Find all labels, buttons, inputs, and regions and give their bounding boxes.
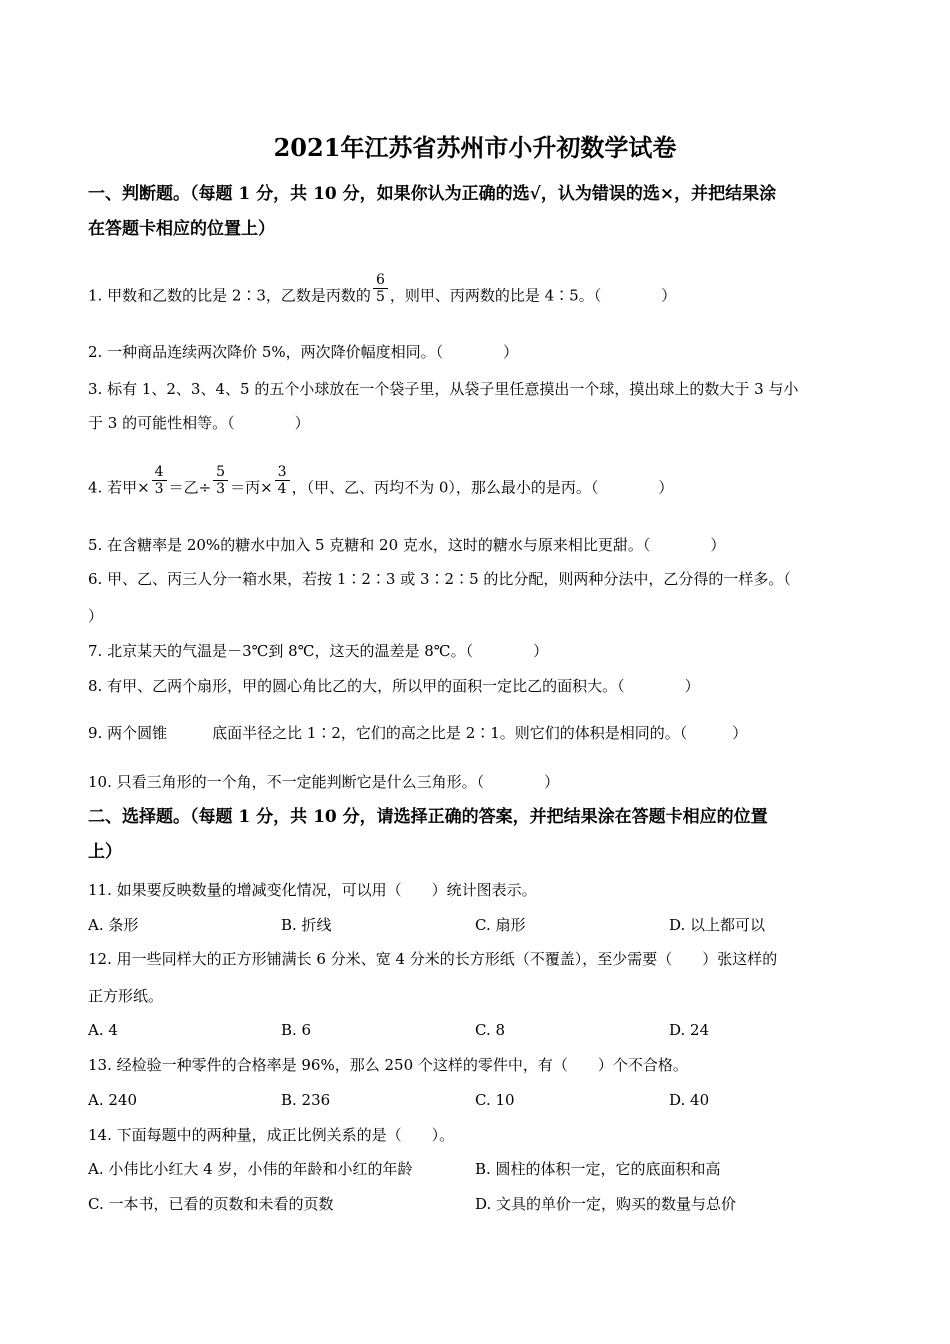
question-3-line2: 于 3 的可能性相等。（ ） xyxy=(88,414,310,432)
question-6-line2: ） xyxy=(88,607,104,625)
option-d[interactable]: D. 以上都可以 xyxy=(669,916,766,934)
question-4-text-c: ＝丙× xyxy=(230,478,273,497)
option-a[interactable]: A. 条形 xyxy=(88,916,139,934)
fraction-numerator: 6 xyxy=(373,272,388,289)
fraction-denominator: 5 xyxy=(375,289,385,305)
question-9: 9. 两个圆锥 底面半径之比 1∶2，它们的高之比是 2∶1。则它们的体积是相同的。（ ） xyxy=(88,724,748,742)
fraction-numerator: 4 xyxy=(152,464,167,481)
section-2-heading-line2: 上） xyxy=(88,842,122,862)
question-10: 10. 只看三角形的一个角，不一定能判断它是什么三角形。（ ） xyxy=(88,773,560,791)
question-2: 2. 一种商品连续两次降价 5%，两次降价幅度相同。（ ） xyxy=(88,343,519,361)
question-5: 5. 在含糖率是 20%的糖水中加入 5 克糖和 20 克水，这时的糖水与原来相比更甜。（ ） xyxy=(88,536,726,554)
option-b[interactable]: B. 圆柱的体积一定，它的底面积和高 xyxy=(475,1160,721,1178)
question-4-text-d: ，（甲、乙、丙均不为 0），那么最小的是丙。（ ） xyxy=(291,478,674,497)
fraction-denominator: 3 xyxy=(216,481,226,497)
question-1-text-a: 1. 甲数和乙数的比是 2∶3，乙数是丙数的 xyxy=(88,286,371,305)
fraction-5-3 xyxy=(213,464,228,497)
option-c[interactable]: C. 8 xyxy=(475,1021,506,1039)
section-1-heading-line1: 一、判断题。（每题 1 分，共 10 分，如果你认为正确的选√，认为错误的选×，并把结果涂 xyxy=(88,184,777,204)
fraction-6-5 xyxy=(373,272,388,305)
question-14: 14. 下面每题中的两种量，成正比例关系的是（ ）。 xyxy=(88,1126,455,1144)
section-2-heading-line1: 二、选择题。（每题 1 分，共 10 分，请选择正确的答案，并把结果涂在答题卡相应的位置 xyxy=(88,807,768,827)
question-12-line2: 正方形纸。 xyxy=(88,987,164,1005)
option-c[interactable]: C. 扇形 xyxy=(475,916,526,934)
option-c[interactable]: C. 一本书，已看的页数和未看的页数 xyxy=(88,1195,334,1213)
fraction-numerator: 5 xyxy=(213,464,228,481)
option-a[interactable]: A. 小伟比小红大 4 岁，小伟的年龄和小红的年龄 xyxy=(88,1160,413,1178)
option-a[interactable]: A. 240 xyxy=(88,1091,137,1109)
section-1-heading-line2: 在答题卡相应的位置上） xyxy=(88,219,275,239)
option-a[interactable]: A. 4 xyxy=(88,1021,118,1039)
option-d[interactable]: D. 40 xyxy=(669,1091,710,1109)
option-d[interactable]: D. 文具的单价一定，购买的数量与总价 xyxy=(475,1195,737,1213)
option-c[interactable]: C. 10 xyxy=(475,1091,515,1109)
question-12-line1: 12. 用一些同样大的正方形铺满长 6 分米、宽 4 分米的长方形纸（不覆盖），至少需要（ ）张这样的 xyxy=(88,950,778,968)
fraction-numerator: 3 xyxy=(275,464,290,481)
section-2-heading xyxy=(88,800,868,870)
question-11: 11. 如果要反映数量的增减变化情况，可以用（ ）统计图表示。 xyxy=(88,881,537,899)
question-6-line1: 6. 甲、乙、丙三人分一箱水果，若按 1∶2∶3 或 3∶2∶5 的比分配，则两种分法中，乙分得的一样多。（ xyxy=(88,570,791,588)
section-1-heading xyxy=(88,177,868,247)
question-7: 7. 北京某天的气温是－3℃到 8℃，这天的温差是 8℃。（ ） xyxy=(88,642,549,660)
fraction-3-4 xyxy=(275,464,290,497)
question-4-text-a: 4. 若甲× xyxy=(88,478,150,497)
fraction-denominator: 4 xyxy=(277,481,287,497)
question-4-text-b: ＝乙÷ xyxy=(168,478,212,497)
option-b[interactable]: B. 6 xyxy=(281,1021,312,1039)
option-d[interactable]: D. 24 xyxy=(669,1021,710,1039)
question-1 xyxy=(88,272,677,313)
question-3-line1: 3. 标有 1、2、3、4、5 的五个小球放在一个袋子里，从袋子里任意摸出一个球，摸出球上的数大于 3 与小 xyxy=(88,380,799,398)
question-4 xyxy=(88,464,674,505)
question-8: 8. 有甲、乙两个扇形，甲的圆心角比乙的大，所以甲的面积一定比乙的面积大。（ ） xyxy=(88,677,700,695)
question-1-text-b: ，则甲、丙两数的比是 4∶5。（ ） xyxy=(389,286,677,305)
option-b[interactable]: B. 236 xyxy=(281,1091,331,1109)
option-b[interactable]: B. 折线 xyxy=(281,916,332,934)
question-13: 13. 经检验一种零件的合格率是 96%，那么 250 个这样的零件中，有（ ）个不合格。 xyxy=(88,1056,688,1074)
fraction-4-3 xyxy=(152,464,167,497)
fraction-denominator: 3 xyxy=(154,481,164,497)
page-title: 2021年江苏省苏州市小升初数学试卷 xyxy=(273,133,677,162)
